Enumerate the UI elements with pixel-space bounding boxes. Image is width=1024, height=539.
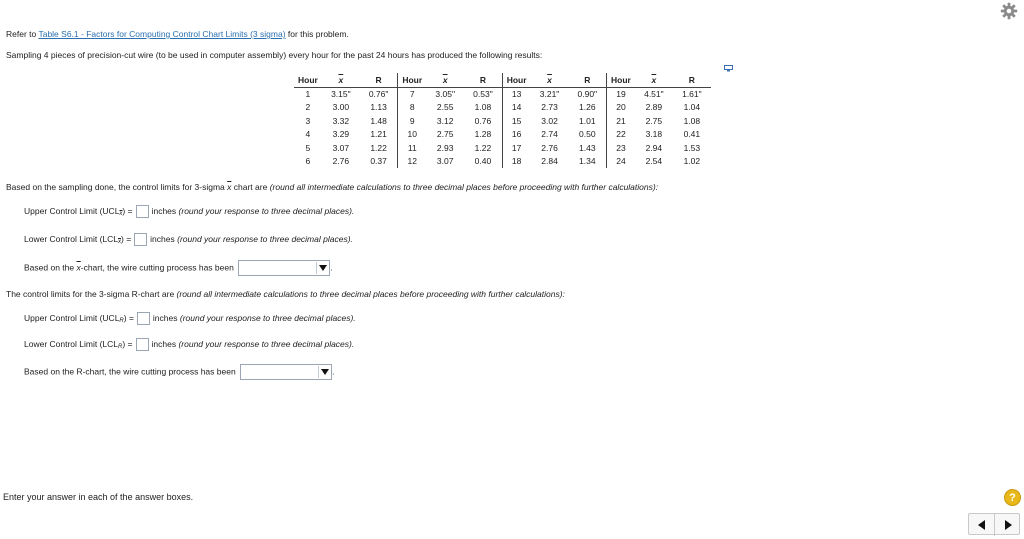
col-header-xbar: $\overline{x}$: [322, 73, 360, 87]
xbar-chart-instructions: Based on the sampling done, the control limits for 3-sigma $\overline{x}$ chart are (round all intermediate calculations to three decimal places before proceeding with further calculations):: [6, 182, 659, 192]
table-cell: 0.76": [368, 89, 389, 99]
table-cell: 4.51": [644, 89, 664, 99]
table-cell: 2.55: [436, 102, 454, 113]
table-cell: 1.08: [474, 102, 492, 113]
footer-instruction: Enter your answer in each of the answer boxes.: [3, 492, 194, 502]
r-lcl-input[interactable]: [136, 338, 149, 351]
table-cell: 0.53": [473, 89, 493, 99]
r-lcl-label: Lower Control Limit (LCLR) =: [24, 338, 133, 350]
table-cell: 15: [502, 114, 530, 128]
table-cell: 3.21": [539, 89, 560, 99]
table-cell: 2.76: [541, 142, 558, 153]
table-cell: 1.22: [370, 142, 387, 153]
col-header-r: R: [360, 73, 398, 87]
table-row: [294, 141, 711, 155]
table-row: [294, 155, 711, 169]
xbar-lcl-label: Lower Control Limit $(LCL\overline{x})$ =: [24, 233, 132, 245]
problem-text: Sampling 4 pieces of precision-cut wire (to be used in computer assembly) every hour for the past 24 hours has produced the following results:: [6, 50, 543, 60]
help-icon[interactable]: ?: [1004, 489, 1021, 506]
table-cell: 0.50: [579, 129, 596, 140]
table-cell: 8: [398, 101, 426, 115]
table-cell: 3.12: [436, 115, 454, 126]
table-cell: 3.15": [331, 89, 351, 99]
xbar-lcl-row: Lower Control Limit $(LCL\overline{x})$ = inches (round your response to three decimal places).: [24, 233, 353, 245]
table-cell: 0.90": [577, 89, 598, 99]
table-cell: 2.94: [645, 142, 663, 153]
col-header-r: R: [569, 73, 607, 87]
expand-table-icon[interactable]: [724, 64, 733, 71]
table-cell: 3: [305, 115, 311, 126]
col-header-xbar: $\overline{x}$: [426, 73, 464, 87]
table-cell: 11: [398, 141, 426, 155]
table-cell: 3.29: [332, 129, 350, 140]
sample-data-table: [294, 73, 711, 168]
table-cell: 3.07: [436, 156, 454, 167]
r-process-row: Based on the R-chart, the wire cutting process has been .: [24, 364, 334, 380]
table-cell: 10: [398, 128, 426, 142]
xbar-process-dropdown[interactable]: [238, 260, 330, 276]
col-header-hour: Hour: [294, 73, 322, 87]
table-cell: 2.84: [541, 156, 558, 167]
table-cell: 3.18: [645, 129, 663, 140]
table-cell: 1.21: [370, 129, 387, 140]
table-cell: 7: [398, 87, 426, 101]
table-cell: 1.34: [579, 156, 596, 167]
table-row: [294, 87, 711, 101]
xbar-ucl-row: Upper Control Limit $(UCL\overline{x})$ = inches (round your response to three decimal places).: [24, 205, 355, 217]
table-cell: 18: [502, 155, 530, 169]
table-cell: 2.75: [436, 129, 454, 140]
table-cell: 2: [305, 102, 311, 113]
chevron-down-icon: [318, 366, 330, 378]
r-ucl-input[interactable]: [137, 312, 150, 325]
table-cell: 6: [305, 156, 311, 167]
table-cell: 13: [502, 87, 530, 101]
table-cell: 1.48: [370, 115, 387, 126]
table-cell: 3.07: [332, 142, 350, 153]
table-cell: 20: [607, 101, 635, 115]
table-cell: 12: [398, 155, 426, 169]
table-cell: 1.04: [683, 102, 701, 113]
table-cell: 0.40: [474, 156, 492, 167]
col-header-hour: Hour: [398, 73, 426, 87]
table-cell: 5: [305, 142, 311, 153]
intro-prefix: Refer to: [6, 29, 37, 39]
next-arrow-icon[interactable]: [995, 514, 1021, 536]
table-cell: 2.54: [645, 156, 663, 167]
table-cell: 2.73: [541, 102, 558, 113]
table-cell: 2.89: [645, 102, 663, 113]
r-process-dropdown[interactable]: [240, 364, 332, 380]
intro-line: [6, 29, 349, 39]
col-header-r: R: [673, 73, 711, 87]
table-cell: 14: [502, 101, 530, 115]
r-ucl-label: Upper Control Limit (UCLR) =: [24, 312, 134, 324]
chevron-down-icon: [316, 262, 328, 274]
table-row: [294, 101, 711, 115]
table-cell: 1.61": [682, 89, 702, 99]
table-cell: 23: [607, 141, 635, 155]
table-cell: 3.05": [435, 89, 455, 99]
table-cell: 1.28: [474, 129, 492, 140]
table-cell: 0.37: [370, 156, 387, 167]
r-chart-instructions: The control limits for the 3-sigma R-chart are (round all intermediate calculations to three decimal places before proceeding with further calculations):: [6, 289, 565, 299]
col-header-hour: Hour: [502, 73, 530, 87]
table-cell: 22: [607, 128, 635, 142]
table-cell: 1: [305, 89, 311, 99]
gear-icon[interactable]: [1000, 2, 1018, 20]
table-row: [294, 128, 711, 142]
table-cell: 0.76: [474, 115, 492, 126]
table-cell: 1.02: [683, 156, 701, 167]
xbar-ucl-label: Upper Control Limit $(UCL\overline{x})$ =: [24, 205, 133, 217]
table-cell: 1.22: [474, 142, 492, 153]
table-cell: 0.41: [683, 129, 701, 140]
table-cell: 2.93: [436, 142, 454, 153]
table-header-row: [294, 73, 711, 87]
table-cell: 2.76: [332, 156, 350, 167]
table-cell: 9: [398, 114, 426, 128]
col-header-hour: Hour: [607, 73, 635, 87]
r-ucl-row: Upper Control Limit (UCLR) = inches (round your response to three decimal places).: [24, 312, 356, 324]
question-navigation: [968, 513, 1020, 535]
table-cell: 1.13: [370, 102, 387, 113]
table-cell: 19: [607, 87, 635, 101]
col-header-r: R: [464, 73, 502, 87]
col-header-xbar: $\overline{x}$: [635, 73, 673, 87]
table-cell: 17: [502, 141, 530, 155]
r-lcl-row: Lower Control Limit (LCLR) = inches (round your response to three decimal places).: [24, 338, 355, 350]
table-row: [294, 114, 711, 128]
table-s6-1-link[interactable]: Table S6.1 - Factors for Computing Control Chart Limits (3 sigma): [38, 29, 286, 39]
table-cell: 24: [607, 155, 635, 169]
table-cell: 16: [502, 128, 530, 142]
table-cell: 4: [305, 129, 311, 140]
xbar-lcl-input[interactable]: [134, 233, 147, 246]
table-cell: 2.74: [541, 129, 558, 140]
intro-suffix: for this problem.: [287, 29, 349, 39]
col-header-xbar: $\overline{x}$: [531, 73, 569, 87]
table-cell: 1.08: [683, 115, 701, 126]
table-cell: 2.75: [645, 115, 663, 126]
table-cell: 3.00: [332, 102, 350, 113]
table-cell: 1.01: [579, 115, 596, 126]
table-cell: 1.26: [579, 102, 596, 113]
table-cell: 3.32: [332, 115, 350, 126]
table-cell: 21: [607, 114, 635, 128]
table-cell: 1.53: [683, 142, 701, 153]
table-cell: 1.43: [579, 142, 596, 153]
table-cell: 3.02: [541, 115, 558, 126]
previous-arrow-icon[interactable]: [969, 514, 995, 536]
xbar-process-row: Based on the $\overline{x}$-chart, the wire cutting process has been .: [24, 260, 333, 276]
xbar-ucl-input[interactable]: [136, 205, 149, 218]
